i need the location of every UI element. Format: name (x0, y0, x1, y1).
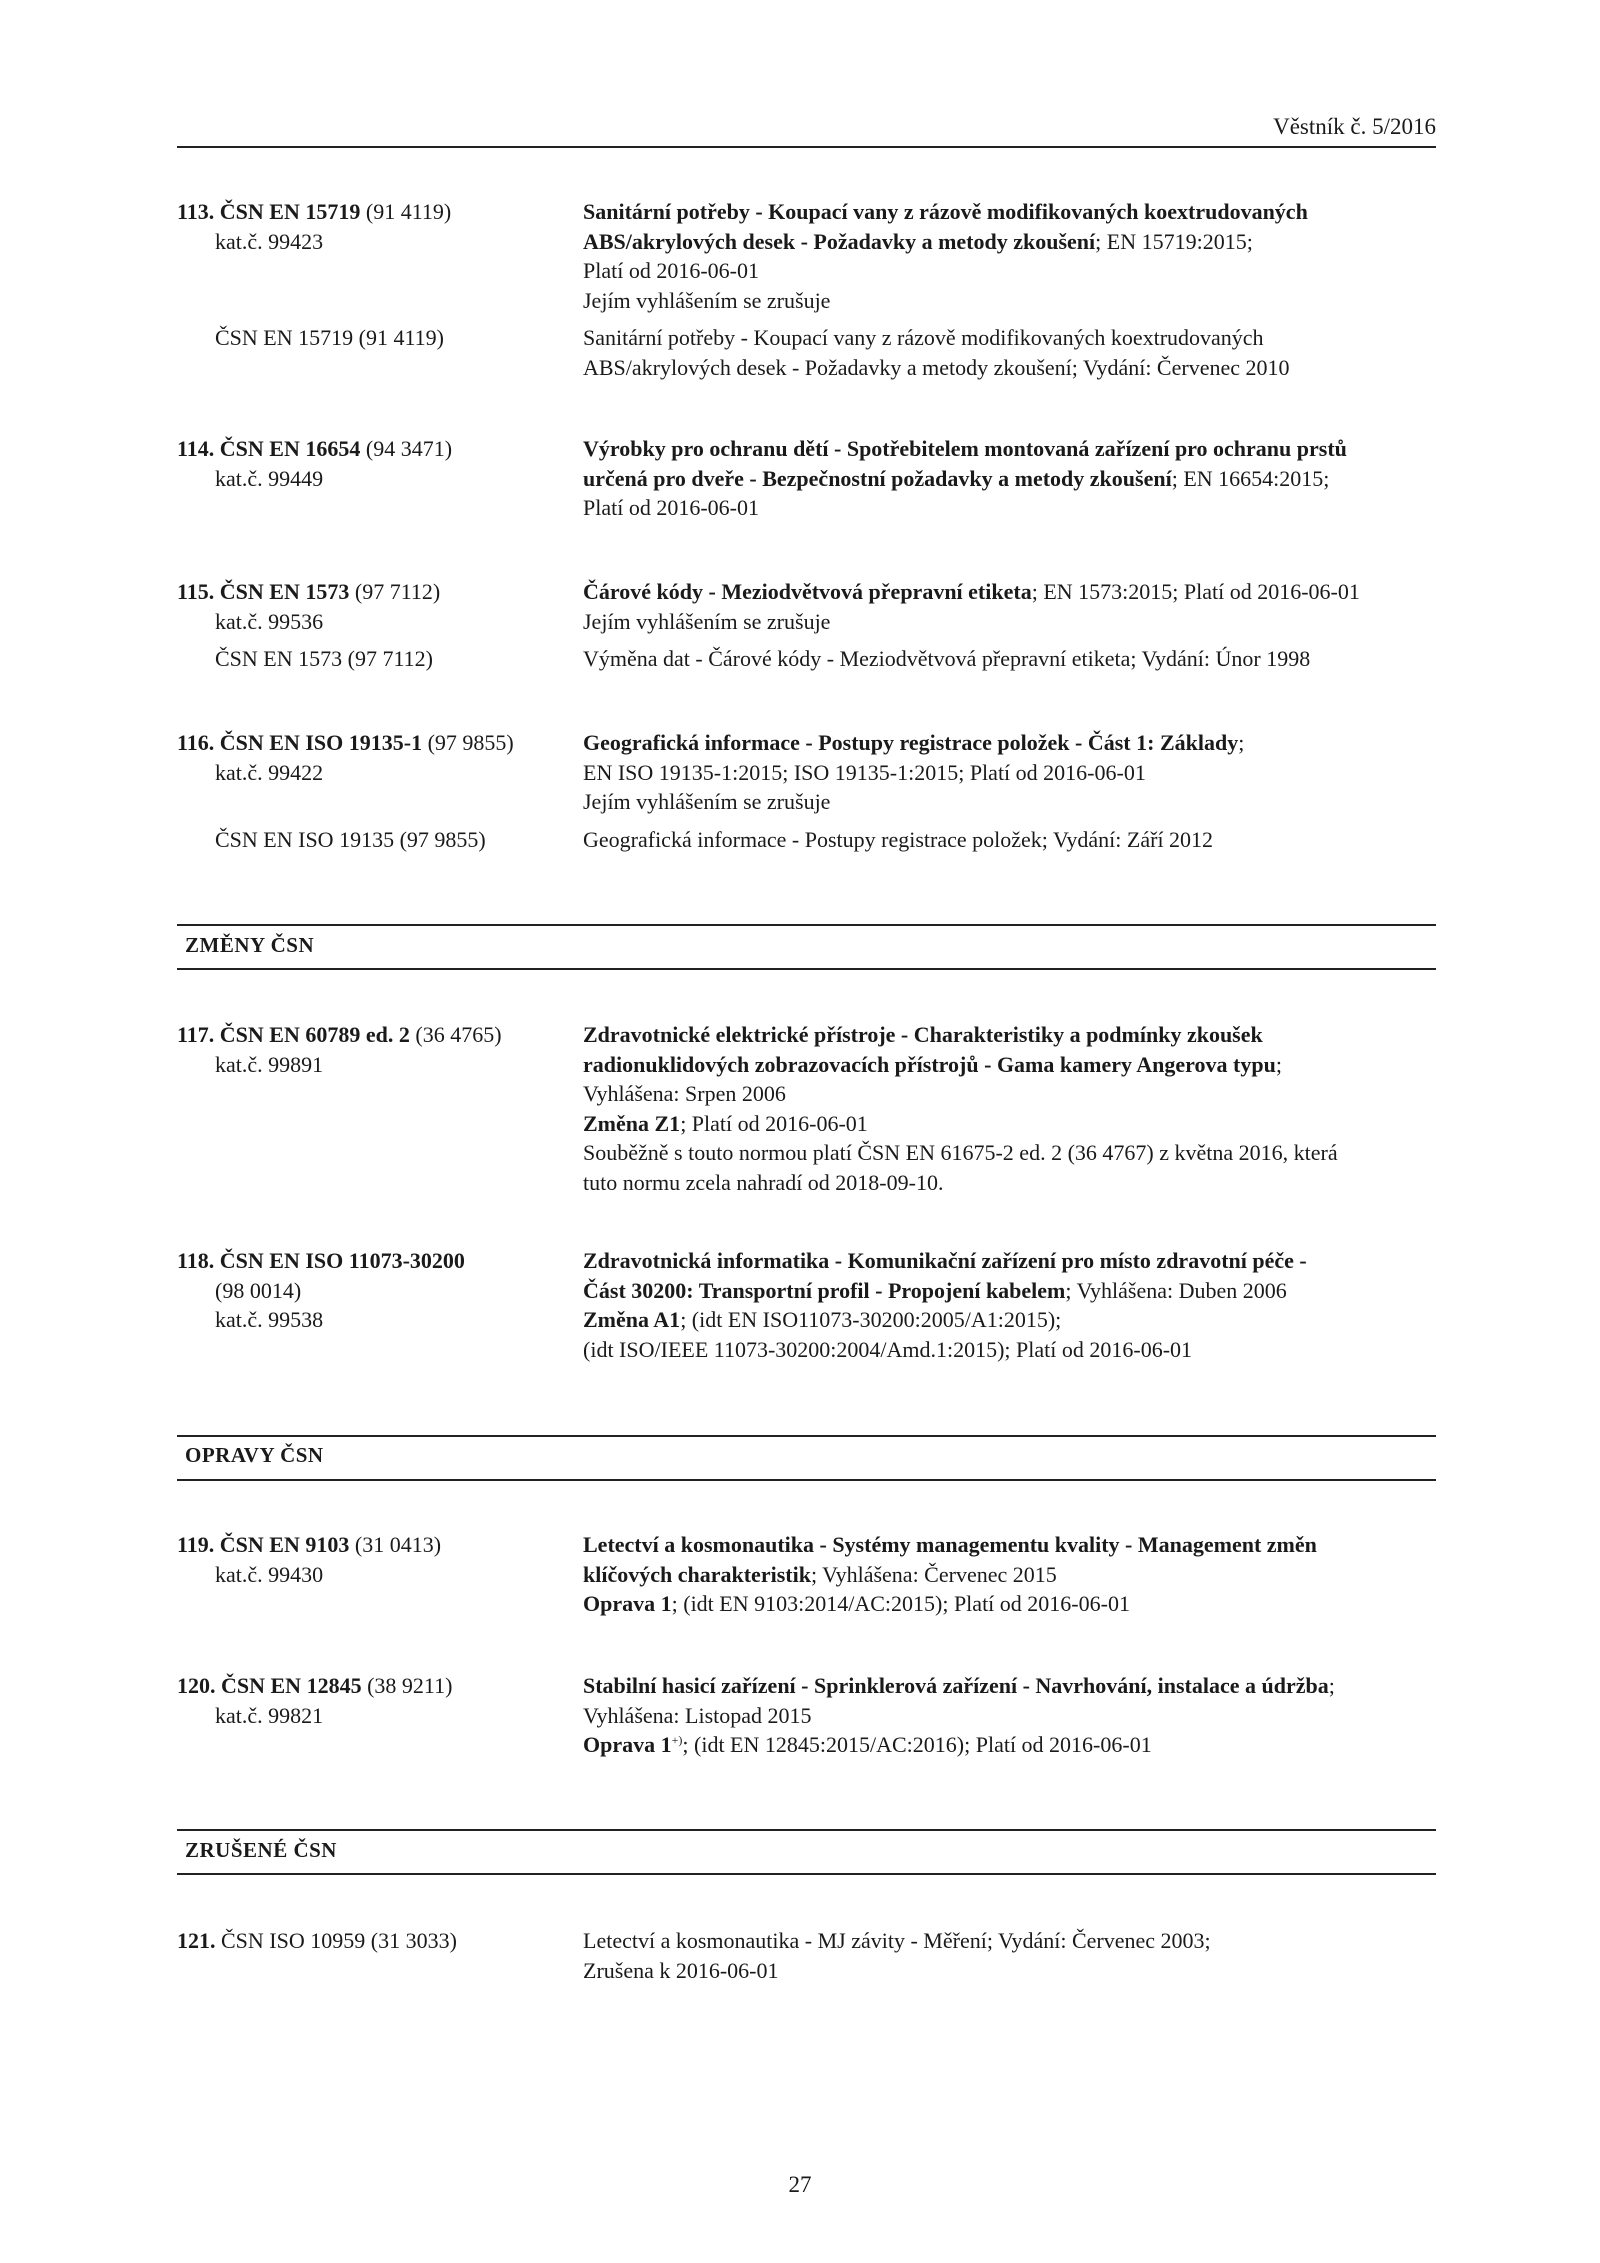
page-number: 27 (788, 2172, 812, 2197)
bold-text: radionuklidových zobrazovacích přístrojů - Gama kamery Angerova typu (583, 1051, 1276, 1077)
replaced-row (177, 644, 1447, 674)
bold-text: ČSN EN 16654 (219, 436, 361, 461)
entry-121 (177, 1926, 1447, 1985)
description-line (583, 607, 1447, 637)
footnote-mark: +) (671, 1733, 683, 1748)
text: (97 7112) (349, 579, 441, 604)
bold-text: 115. (177, 579, 220, 604)
bold-text: Geografická informace - Postupy registrace položek - Část 1: Základy (583, 730, 1239, 755)
description-line (583, 1530, 1447, 1560)
description-line (583, 577, 1447, 607)
description-line (583, 1050, 1447, 1080)
text: ; Vyhlášena: Duben 2006 (1065, 1277, 1287, 1303)
text: kat.č. 99422 (215, 759, 324, 785)
standard-designation (177, 644, 433, 674)
text: Souběžně s touto normou platí ČSN EN 61675-2 ed. 2 (36 4767) z května 2016, která (583, 1140, 1338, 1166)
text: ČSN EN 15719 (91 4119) (215, 325, 444, 351)
entry-120 (177, 1671, 1447, 1760)
designation-line (177, 1020, 502, 1050)
description-line (583, 644, 1447, 674)
standard-designation (177, 577, 440, 636)
bold-text: ČSN EN 15719 (219, 199, 361, 224)
description-line (583, 1109, 1447, 1139)
text: ABS/akrylových desek - Požadavky a metody zkoušení; Vydání: Červenec 2010 (583, 354, 1290, 380)
text: ; (idt EN 12845:2015/AC:2016); Platí od 2016-06-01 (682, 1732, 1152, 1758)
designation-line (177, 1530, 441, 1560)
text: Jejím vyhlášením se zrušuje (583, 608, 831, 634)
standard-description (583, 1671, 1447, 1760)
bold-text: určená pro dveře - Bezpečnostní požadavky a metody zkoušení (583, 465, 1172, 491)
bold-text: ČSN EN 1573 (219, 579, 350, 604)
bold-text: ABS/akrylových desek - Požadavky a metody zkoušení (583, 228, 1096, 254)
description-line (583, 1168, 1447, 1198)
description-line (583, 227, 1447, 257)
text: Sanitární potřeby - Koupací vany z rázově modifikovaných koextrudovaných (583, 325, 1264, 351)
bold-text: Oprava 1 (583, 1732, 672, 1758)
description-line (583, 1701, 1447, 1731)
standard-designation (177, 323, 444, 353)
text: ČSN EN 1573 (97 7112) (215, 646, 433, 672)
bold-text: 114. (177, 436, 220, 461)
designation-line (177, 434, 452, 464)
standard-designation (177, 1020, 502, 1079)
header-rule (177, 146, 1436, 148)
standard-description (583, 434, 1447, 523)
replaced-standard (177, 825, 1447, 855)
description-line (583, 1079, 1447, 1109)
entry-main (177, 434, 1447, 523)
replaced-standard (177, 323, 1447, 382)
section-heading-opravy: OPRAVY ČSN (185, 1443, 324, 1467)
description-line (583, 493, 1447, 523)
bold-text: 113. (177, 199, 220, 224)
text: Vyhlášena: Srpen 2006 (583, 1081, 786, 1107)
entry-main (177, 1530, 1447, 1619)
text: ; (idt EN ISO11073-30200:2005/A1:2015); (680, 1307, 1062, 1333)
text: ; EN 1573:2015; Platí od 2016-06-01 (1031, 579, 1360, 604)
description-line (583, 1671, 1447, 1701)
description-line (583, 1956, 1447, 1986)
designation-line (177, 577, 440, 607)
section-rule-bottom (177, 1873, 1436, 1875)
standard-description (583, 644, 1447, 674)
text: (94 3471) (360, 436, 453, 461)
bold-text: Část 30200: Transportní profil - Propojení kabelem (583, 1277, 1066, 1303)
replaced-standard (177, 644, 1447, 674)
standard-description (583, 197, 1447, 315)
description-line (583, 1276, 1447, 1306)
standard-designation (177, 728, 514, 787)
bold-text: 117. (177, 1022, 220, 1047)
text: Jejím vyhlášením se zrušuje (583, 287, 831, 313)
entry-118 (177, 1246, 1447, 1364)
designation-line (177, 464, 452, 494)
text: kat.č. 99536 (215, 608, 324, 634)
text: ; (idt EN 9103:2014/AC:2015); Platí od 2016-06-01 (671, 1591, 1130, 1617)
entry-main (177, 197, 1447, 315)
designation-line (177, 1276, 465, 1306)
text: ; (1328, 1673, 1335, 1698)
standard-description (583, 1530, 1447, 1619)
description-line (583, 1246, 1447, 1276)
text: Geografická informace - Postupy registrace položek; Vydání: Září 2012 (583, 826, 1214, 852)
text: ; (1238, 730, 1245, 755)
bulletin-header: Věstník č. 5/2016 (1273, 114, 1436, 139)
designation-line (177, 227, 451, 257)
description-line (583, 323, 1447, 353)
text: (91 4119) (360, 199, 452, 224)
text: Vyhlášena: Listopad 2015 (583, 1702, 812, 1728)
bold-text: ČSN EN 12845 (221, 1673, 362, 1698)
section-heading-zmeny: ZMĚNY ČSN (185, 933, 315, 957)
designation-line (177, 758, 514, 788)
text: kat.č. 99538 (215, 1307, 324, 1333)
standard-designation (177, 197, 451, 256)
section-rule-top (177, 924, 1436, 926)
text: Platí od 2016-06-01 (583, 495, 759, 521)
section-rule-top (177, 1435, 1436, 1437)
text: Výměna dat - Čárové kódy - Meziodvětvová přepravní etiketa; Vydání: Únor 1998 (583, 646, 1311, 672)
entry-main (177, 1020, 1447, 1198)
designation-line (177, 1050, 502, 1080)
description-line (583, 353, 1447, 383)
description-line (583, 1138, 1447, 1168)
entry-main (177, 1246, 1447, 1364)
text: ČSN EN ISO 19135 (97 9855) (215, 826, 486, 852)
description-line (583, 787, 1447, 817)
bold-text: Zdravotnické elektrické přístroje - Charakteristiky a podmínky zkoušek (583, 1022, 1263, 1047)
description-line (583, 1020, 1447, 1050)
description-line (583, 1560, 1447, 1590)
designation-line (177, 323, 444, 353)
bold-text: Změna Z1 (583, 1110, 681, 1136)
standard-description (583, 577, 1447, 636)
text: (97 9855) (422, 730, 514, 755)
text: EN ISO 19135-1:2015; ISO 19135-1:2015; Platí od 2016-06-01 (583, 759, 1146, 785)
standard-designation (177, 1530, 441, 1589)
standard-designation (177, 825, 486, 855)
description-line (583, 825, 1447, 855)
entry-main (177, 728, 1447, 817)
text: ; Vyhlášena: Červenec 2015 (810, 1561, 1057, 1587)
description-line (583, 286, 1447, 316)
text: ; EN 16654:2015; (1171, 465, 1330, 491)
bold-text: 118. (177, 1248, 220, 1273)
standard-description (583, 1020, 1447, 1198)
designation-line (177, 1246, 465, 1276)
text: Letectví a kosmonautika - MJ závity - Měření; Vydání: Červenec 2003; (583, 1928, 1211, 1953)
text: Zrušena k 2016-06-01 (583, 1957, 779, 1983)
bold-text: Výrobky pro ochranu dětí - Spotřebitelem montovaná zařízení pro ochranu prstů (583, 436, 1347, 461)
bold-text: Stabilní hasicí zařízení - Sprinklerová zařízení - Navrhování, instalace a údržba (583, 1673, 1329, 1698)
designation-line (177, 1701, 452, 1731)
entry-114 (177, 434, 1447, 523)
section-heading-zrusene: ZRUŠENÉ ČSN (185, 1838, 337, 1862)
text: ČSN ISO 10959 (31 3033) (221, 1928, 457, 1953)
bold-text: klíčových charakteristik (583, 1561, 811, 1587)
entry-main (177, 1671, 1447, 1760)
text: ; (1275, 1051, 1282, 1077)
designation-line (177, 1926, 457, 1956)
designation-line (177, 825, 486, 855)
description-line (583, 1335, 1447, 1365)
text: (36 4765) (409, 1022, 502, 1047)
bold-text: 120. (177, 1673, 221, 1698)
text: (38 9211) (361, 1673, 453, 1698)
bold-text: ČSN EN 9103 (219, 1532, 350, 1557)
bold-text: Zdravotnická informatika - Komunikační zařízení pro místo zdravotní péče - (583, 1248, 1307, 1273)
standard-description (583, 323, 1447, 382)
bold-text: ČSN EN ISO 11073-30200 (219, 1248, 465, 1273)
bold-text: 121. (177, 1928, 221, 1953)
entry-117 (177, 1020, 1447, 1198)
description-line (583, 728, 1447, 758)
text: (98 0014) (215, 1277, 302, 1303)
description-line (583, 1926, 1447, 1956)
bold-text: ČSN EN 60789 ed. 2 (219, 1022, 410, 1047)
text: kat.č. 99449 (215, 465, 324, 491)
replaced-row (177, 825, 1447, 855)
text: (31 0413) (349, 1532, 442, 1557)
entry-119 (177, 1530, 1447, 1619)
standard-description (583, 1926, 1447, 1985)
entry-113 (177, 197, 1447, 383)
bold-text: 116. (177, 730, 220, 755)
section-rule-top (177, 1829, 1436, 1831)
designation-line (177, 1671, 452, 1701)
replaced-row (177, 323, 1447, 382)
text: (idt ISO/IEEE 11073-30200:2004/Amd.1:2015); Platí od 2016-06-01 (583, 1336, 1193, 1362)
standard-description (583, 1246, 1447, 1364)
standard-designation (177, 434, 452, 493)
text: kat.č. 99430 (215, 1561, 324, 1587)
section-rule-bottom (177, 968, 1436, 970)
section-rule-bottom (177, 1479, 1436, 1481)
designation-line (177, 644, 433, 674)
text: Jejím vyhlášením se zrušuje (583, 789, 831, 815)
bold-text: Změna A1 (583, 1307, 681, 1333)
text: kat.č. 99423 (215, 228, 324, 254)
description-line (583, 256, 1447, 286)
description-line (583, 197, 1447, 227)
standard-designation (177, 1671, 452, 1730)
entry-115 (177, 577, 1447, 674)
bold-text: Oprava 1 (583, 1591, 672, 1617)
text: ; Platí od 2016-06-01 (680, 1110, 868, 1136)
designation-line (177, 1305, 465, 1335)
designation-line (177, 607, 440, 637)
bold-text: ČSN EN ISO 19135-1 (219, 730, 423, 755)
bold-text: Čárové kódy - Meziodvětvová přepravní etiketa (583, 579, 1032, 604)
designation-line (177, 728, 514, 758)
text: ; EN 15719:2015; (1095, 228, 1253, 254)
standard-description (583, 728, 1447, 817)
entry-main (177, 1926, 1447, 1985)
description-line (583, 464, 1447, 494)
entry-116 (177, 728, 1447, 854)
text: kat.č. 99891 (215, 1051, 324, 1077)
description-line (583, 434, 1447, 464)
text: kat.č. 99821 (215, 1702, 324, 1728)
bold-text: Letectví a kosmonautika - Systémy managementu kvality - Management změn (583, 1532, 1317, 1557)
description-line (583, 1589, 1447, 1619)
text: Platí od 2016-06-01 (583, 258, 759, 284)
designation-line (177, 1560, 441, 1590)
description-line (583, 1305, 1447, 1335)
designation-line (177, 197, 451, 227)
entry-main (177, 577, 1447, 636)
bold-text: Sanitární potřeby - Koupací vany z rázově modifikovaných koextrudovaných (583, 199, 1308, 224)
standard-designation (177, 1926, 457, 1956)
bold-text: 119. (177, 1532, 220, 1557)
description-line (583, 1730, 1447, 1760)
standard-description (583, 825, 1447, 855)
text: tuto normu zcela nahradí od 2018-09-10. (583, 1169, 944, 1195)
standard-designation (177, 1246, 465, 1335)
description-line (583, 758, 1447, 788)
